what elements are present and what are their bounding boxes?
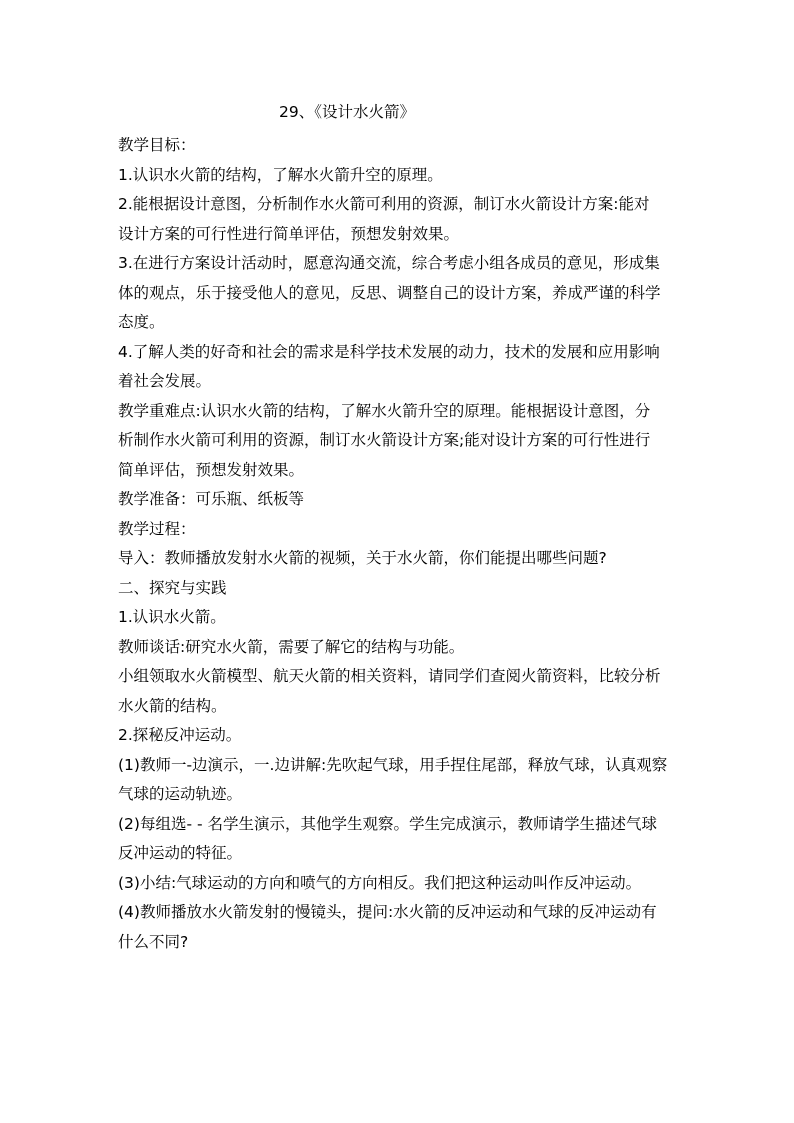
section-heading-objectives: 教学目标： [118, 136, 196, 154]
step-2-heading: 2.探秘反冲运动。 [118, 726, 242, 744]
preparation-line: 教学准备：可乐瓶、纸板等 [118, 490, 305, 508]
objective-3-line-3: 态度。 [118, 313, 165, 331]
objective-4-line-2: 着社会发展。 [118, 372, 212, 390]
objective-2-line-2: 设计方案的可行性进行简单评估，预想发射效果。 [118, 224, 460, 243]
objective-1-line-1: 1.认识水火箭的结构，了解水火箭升空的原理。 [118, 165, 443, 184]
substep-1-line-2: 气球的运动轨迹。 [118, 785, 243, 803]
document-title: 29、《设计水火箭》 [279, 103, 415, 121]
introduction-line: 导入：教师播放发射水火箭的视频，关于水火箭，你们能提出哪些问题? [118, 549, 607, 567]
objective-3-line-2: 体的观点，乐于接受他人的意见，反思、调整自己的设计方案，养成严谨的科学 [118, 283, 661, 302]
substep-4-line-2: 什么不同? [118, 932, 189, 951]
substep-3-line: (3)小结:气球运动的方向和喷气的方向相反。我们把这种运动叫作反冲运动。 [118, 873, 642, 892]
key-points-line-3: 简单评估，预想发射效果。 [118, 460, 305, 479]
step-1-heading: 1.认识水火箭。 [118, 608, 226, 626]
section-heading-process: 教学过程： [118, 519, 196, 538]
substep-2-line-2: 反冲运动的特征。 [118, 844, 243, 862]
document-body [118, 131, 683, 957]
group-activity-line-2: 水火箭的结构。 [118, 696, 227, 715]
objective-4-line-1: 4.了解人类的好奇和社会的需求是科学技术发展的动力，技术的发展和应用影响 [118, 342, 660, 361]
teacher-talk-line: 教师谈话:研究水火箭，需要了解它的结构与功能。 [118, 637, 465, 656]
group-activity-line-1: 小组领取水火箭模型、航天火箭的相关资料，请同学们查阅火箭资料，比较分析 [118, 667, 661, 685]
substep-1-line-1: (1)教师一-边演示，一.边讲解:先吹起气球，用手捏住尾部，释放气球，认真观察 [118, 755, 668, 774]
key-points-line-2: 析制作水火箭可利用的资源，制订水火箭设计方案;能对设计方案的可行性进行 [118, 431, 651, 449]
substep-4-line-1: (4)教师播放水火箭发射的慢镜头，提问:水火箭的反冲运动和气球的反冲运动有 [118, 903, 657, 921]
objective-3-line-1: 3.在进行方案设计活动时，愿意沟通交流，综合考虑小组各成员的意见，形成集 [118, 254, 660, 272]
objective-2-line-1: 2.能根据设计意图，分析制作水火箭可利用的资源，制订水火箭设计方案:能对 [118, 195, 650, 213]
section-heading-explore: 二、探究与实践 [118, 578, 227, 597]
substep-2-line-1: (2)每组选- - 名学生演示，其他学生观察。学生完成演示，教师请学生描述气球 [118, 814, 657, 833]
key-points-line-1: 教学重难点:认识水火箭的结构，了解水火箭升空的原理。能根据设计意图，分 [118, 401, 651, 420]
